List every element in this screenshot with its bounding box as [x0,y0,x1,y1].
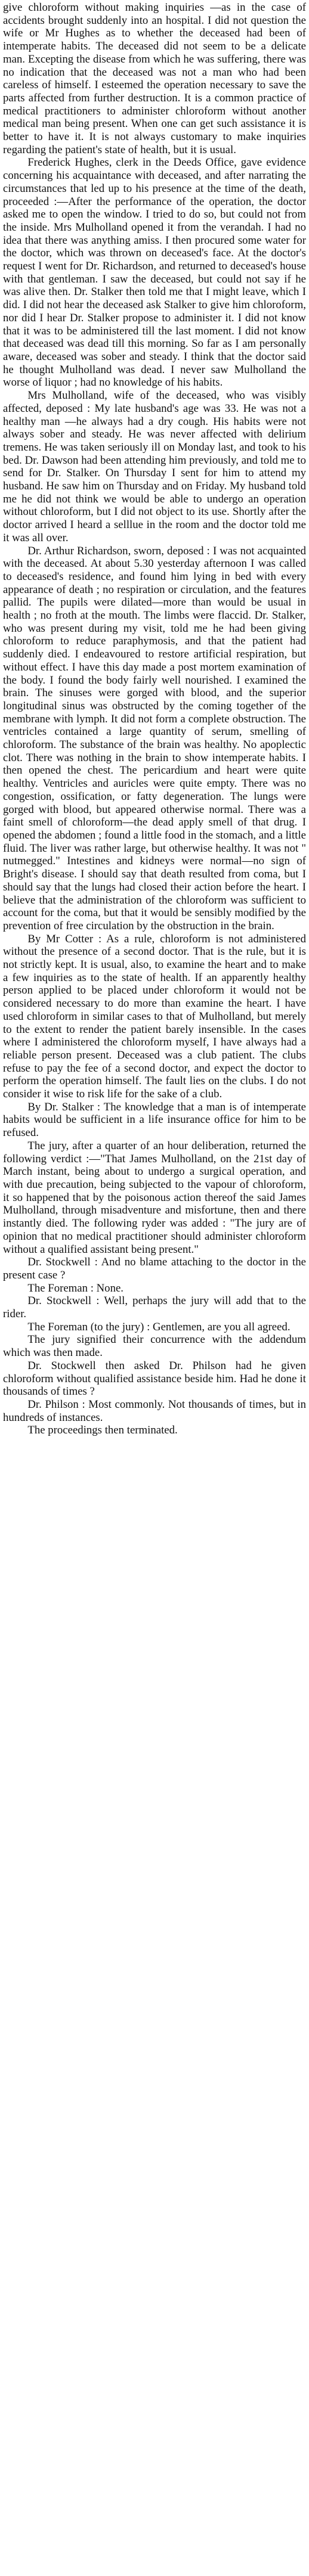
paragraph-philson-reply: Dr. Philson : Most commonly. Not thousands of times, but in hundreds of instances. [3,1398,306,1424]
paragraph-stalker-testimony-continued: give chloroform without making inquiries —as in the case of accidents brought suddenly into an hospital. I did not question the wife or Mr Hughes as to whether the deceased had been of intemperate habits. The deceased did not seem to be a delicate man. Excepting the disease from which he was suffering, there was no indication that the deceased was not a man who had been careless of himself. I esteemed the operation necessary to save the parts affected from further destruction. It is a common practice of medical practitioners to administer chloroform without another medical man being present. When one can get such assistance it is better to have it. It is not always customary to make inquiries regarding the patient's state of health, but it is usual. [3,1,306,156]
paragraph-stalker-question: By Dr. Stalker : The knowledge that a man is of intemperate habits would be sufficient in a life insurance office for him to be refused. [3,1100,306,1140]
paragraph-hughes-testimony: Frederick Hughes, clerk in the Deeds Office, gave evidence concerning his acquaintance with deceased, and after narrating the circumstances that led up to his presence at the time of the death, proceeded :—After the performance of the operation, the doctor asked me to open the window. I tried to do so, but could not from the inside. Mrs Mulholland opened it from the verandah. I had no idea that there was anything amiss. I then procured some water for the doctor, which was thrown on deceased's face. At the doctor's request I went for Dr. Richardson, and returned to deceased's house with that gentleman. I saw the deceased, but could not say if he was alive then. Dr. Stalker then told me that I might leave, which I did. I did not hear the deceased ask Stalker to give him chloroform, nor did I hear Dr. Stalker propose to administer it. I did not know that it was to be administered till the last moment. I did not know that deceased was dead till this morning. So far as I am personally aware, deceased was sober and steady. I think that the doctor said he thought Mulholland was dead. I never saw Mulholland the worse of liquor ; had no knowledge of his habits. [3,156,306,389]
paragraph-cotter-questions: By Mr Cotter : As a rule, chloroform is not administered without the presence of a second doctor. That is the rule, but it is not strictly kept. It is usual, also, to examine the heart and to make a few inquiries as to the state of health. If an apparently healthy person applied to be placed under chloroform it would not be considered necessary to do more than examine the heart. I have used chloroform in similar cases to that of Mulholland, but merely to the extent to render the patient barely insensible. In the cases where I administered the chloroform myself, I have always had a reliable person present. Deceased was a club patient. The clubs refuse to pay the fee of a second doctor, and expect the doctor to perform the operation himself. The fault lies on the clubs. I do not consider it wise to risk life for the sake of a club. [3,932,306,1101]
paragraph-jury-concurrence: The jury signified their concurrence with the addendum which was then made. [3,1333,306,1360]
paragraph-stockwell-query: Dr. Stockwell : And no blame attaching to the doctor in the present case ? [3,1256,306,1281]
paragraph-stockwell-rider: Dr. Stockwell : Well, perhaps the jury will add that to the rider. [3,1295,306,1321]
paragraph-mrs-mulholland-testimony: Mrs Mulholland, wife of the deceased, who was visibly affected, deposed : My late husband's age was 33. He was not a healthy man —he always had a dry cough. His habits were not always sober and steady. He was never affected with delirium tremens. He was taken seriously ill on Monday last, and took to his bed. Dr. Dawson had been attending him previously, and told me to send for Dr. Stalker. On Thursday I sent for him to attend my husband. He saw him on Thursday and on Friday. My husband told me he did not think we would be able to undergo an operation without chloroform, but I did not object to its use. Shortly after the doctor arrived I heard a selllue in the room and the doctor told me it was all over. [3,389,306,544]
paragraph-jury-verdict: The jury, after a quarter of an hour deliberation, returned the following verdict :—"That James Mulholland, on the 21st day of March instant, being about to undergo a surgical operation, and with due precaution, being subjected to the vapour of chloroform, it so happened that by the poisonous action thereof the said James Mulholland, through misadventure and misfortune, then and there instantly died. The following ryder was added : "The jury are of opinion that no medical practitioner should administer chloroform without a qualified assistant being present." [3,1139,306,1256]
paragraph-foreman-reply: The Foreman : None. [27,1281,123,1295]
paragraph-foreman-to-jury: The Foreman (to the jury) : Gentlemen, are you all agreed. [27,1320,291,1333]
paragraph-proceedings-terminated: The proceedings then terminated. [27,1424,178,1437]
paragraph-richardson-testimony: Dr. Arthur Richardson, sworn, deposed : I was not acquainted with the deceased. At about 5.30 yesterday afternoon I was called to deceased's residence, and found him lying in bed with every appearance of death ; no respiration or circulation, and the features pallid. The pupils were dilated—more than would be usual in health ; no froth at the mouth. The limbs were flaccid. Dr. Stalker, who was present during my visit, told me he had been giving chloroform to reduce paraphymosis, and that the patient had suddenly died. I endeavoured to restore artificial respiration, but without effect. I have this day made a post mortem examination of the body. I found the body fairly well nourished. I examined the brain. The sinuses were gorged with blood, and the superior longitudinal sinus was obstructed by the coming together of the membrane with lymph. It did not form a complete obstruction. The ventricles contained a large quantity of serum, smelling of chloroform. The substance of the brain was healthy. No apoplectic clot. There was nothing in the brain to show intemperate habits. I then opened the chest. The pericardium and heart were quite healthy. Ventricles and auricles were quite empty. There was no congestion, ossification, or fatty degeneration. The lungs were gorged with blood, but appeared otherwise normal. There was a faint smell of chloroform—the dead apply smell of that drug. I opened the abdomen ; found a little food in the stomach, and a little fluid. The liver was rather large, but otherwise healthy. It was not " nutmegged." Intestines and kidneys were normal—no sign of Bright's disease. I should say that death resulted from coma, but I should say that the lungs had closed their action before the heart. I believe that the administration of the chloroform was sufficient to account for the coma, but that it would be sensibly modified by the prevention of free circulation by the obstruction in the brain. [3,544,307,932]
paragraph-stockwell-asks-philson: Dr. Stockwell then asked Dr. Philson had he given chloroform without qualified assistance beside him. Had he done it thousands of times ? [3,1359,306,1398]
